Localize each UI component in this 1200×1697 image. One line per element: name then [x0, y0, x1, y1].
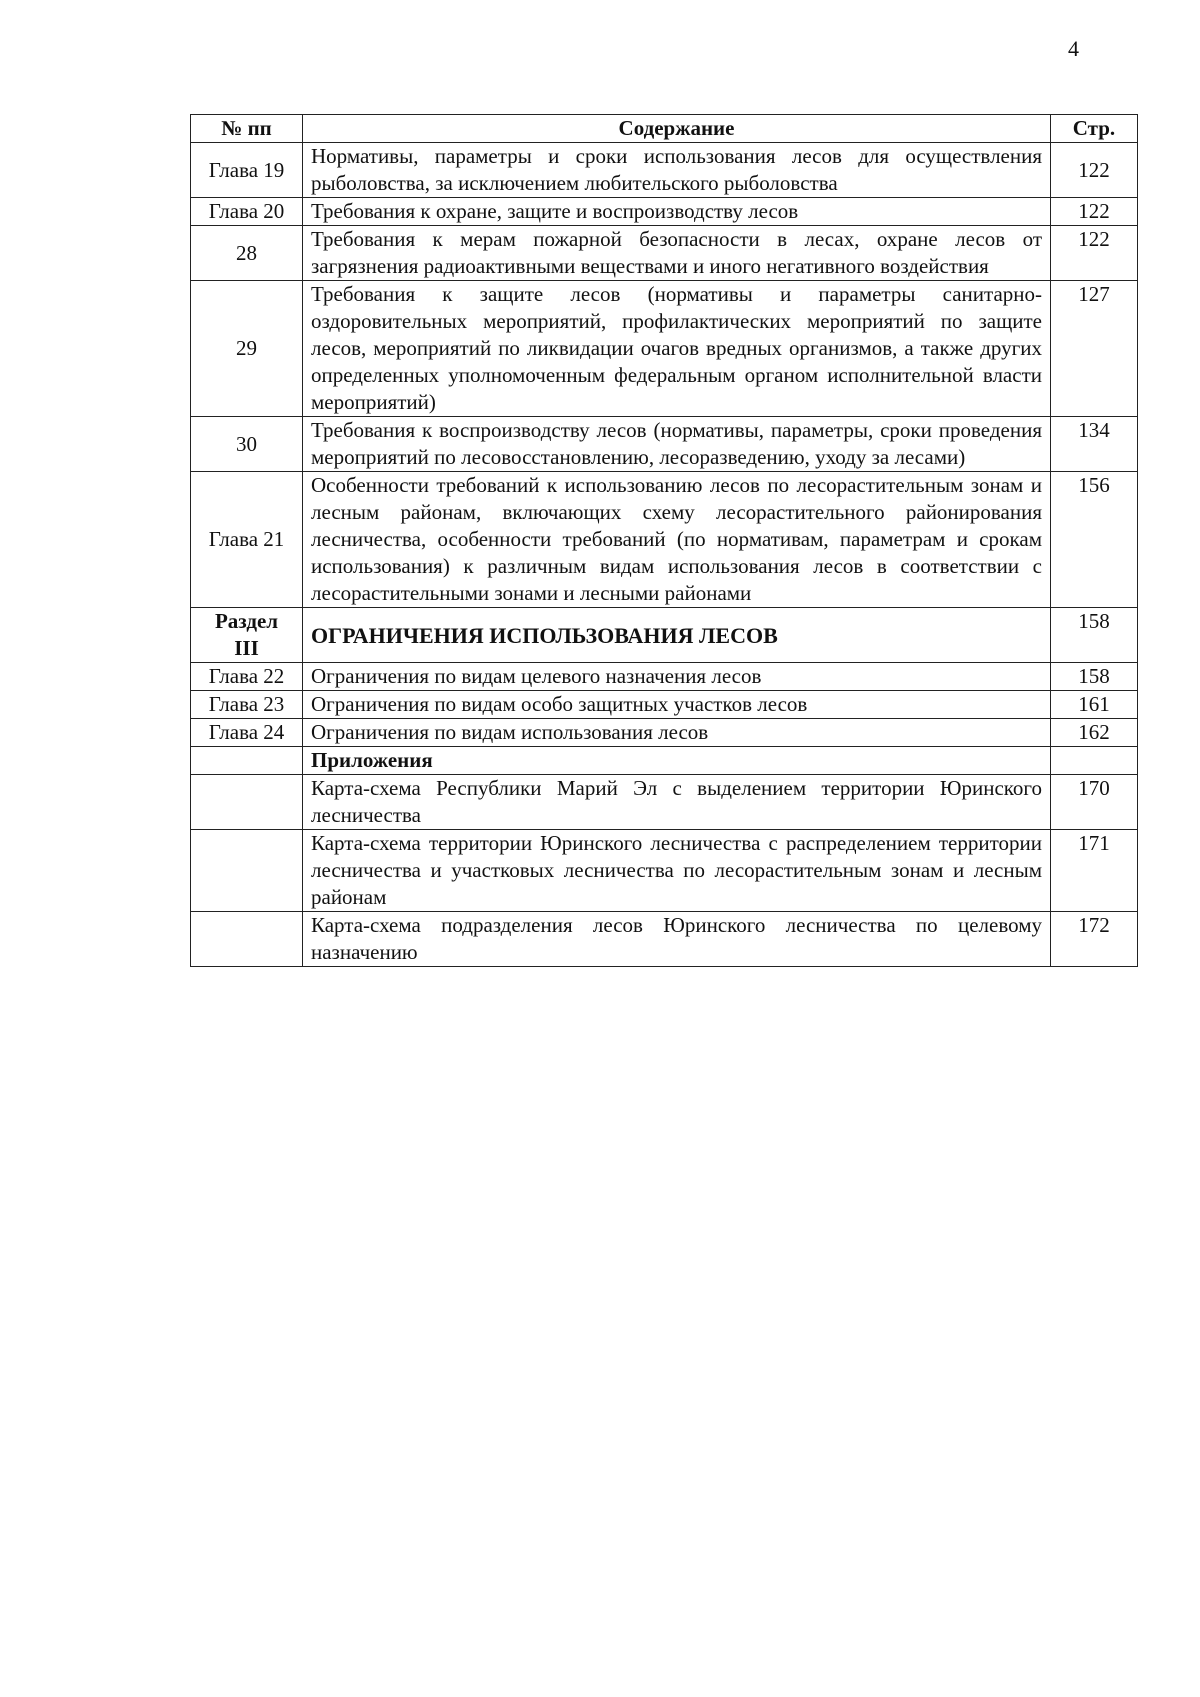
toc-row-number: 29 [191, 281, 303, 417]
toc-row-number: Глава 19 [191, 143, 303, 198]
toc-row-page: 161 [1051, 691, 1138, 719]
toc-row-content: Карта-схема подразделения лесов Юринского лесничества по целевому назначению [303, 912, 1051, 967]
toc-row-content: Карта-схема территории Юринского лесничества с распределением территории лесничества и участковых лесничества по лесорастительным зонам и лесным районам [303, 830, 1051, 912]
section-label: Раздел [214, 609, 279, 633]
toc-row-page: 122 [1051, 143, 1138, 198]
toc-row-number [191, 747, 303, 775]
toc-row-number: Глава 21 [191, 472, 303, 608]
toc-row [191, 663, 1138, 691]
toc-appendix-header-row [191, 747, 1138, 775]
toc-row-page: 171 [1051, 830, 1138, 912]
toc-section-number [191, 608, 303, 663]
toc-section-title: ОГРАНИЧЕНИЯ ИСПОЛЬЗОВАНИЯ ЛЕСОВ [303, 608, 1051, 663]
toc-row-content: Требования к мерам пожарной безопасности в лесах, охране лесов от загрязнения радиоактивными веществами и иного негативного воздействия [303, 226, 1051, 281]
column-header-number: № пп [191, 115, 303, 143]
toc-row-page: 156 [1051, 472, 1138, 608]
column-header-page: Стр. [1051, 115, 1138, 143]
toc-row [191, 198, 1138, 226]
toc-row-content: Нормативы, параметры и сроки использования лесов для осуществления рыболовства, за исключением любительского рыболовства [303, 143, 1051, 198]
toc-row-number [191, 830, 303, 912]
toc-row-page: 170 [1051, 775, 1138, 830]
toc-row [191, 472, 1138, 608]
page-number: 4 [1068, 36, 1079, 61]
toc-row-page: 134 [1051, 417, 1138, 472]
toc-appendix-title: Приложения [303, 747, 1051, 775]
toc-header-row [191, 115, 1138, 143]
column-header-content: Содержание [303, 115, 1051, 143]
toc-row-page: 127 [1051, 281, 1138, 417]
toc-row-page: 158 [1051, 608, 1138, 663]
toc-row-number: 28 [191, 226, 303, 281]
toc-row [191, 830, 1138, 912]
toc-row [191, 719, 1138, 747]
toc-row-content: Ограничения по видам целевого назначения лесов [303, 663, 1051, 691]
toc-row [191, 143, 1138, 198]
toc-row-number [191, 912, 303, 967]
toc-row-page: 172 [1051, 912, 1138, 967]
toc-row-content: Требования к воспроизводству лесов (нормативы, параметры, сроки проведения мероприятий по лесовосстановлению, лесоразведению, уходу за лесами) [303, 417, 1051, 472]
toc-row-content: Ограничения по видам использования лесов [303, 719, 1051, 747]
toc-row-number: Глава 23 [191, 691, 303, 719]
table-of-contents [190, 114, 1138, 967]
toc-row-number: Глава 20 [191, 198, 303, 226]
toc-section-row [191, 608, 1138, 663]
toc-row-number: Глава 22 [191, 663, 303, 691]
toc-row-page [1051, 747, 1138, 775]
toc-row [191, 281, 1138, 417]
toc-row-content: Требования к защите лесов (нормативы и параметры санитарно-оздоровительных мероприятий, профилактических мероприятий по защите лесов, мероприятий по ликвидации очагов вредных организмов, а также других определенных уполномоченным федеральным органом исполнительной власти мероприятий) [303, 281, 1051, 417]
toc-row-page: 158 [1051, 663, 1138, 691]
toc-row [191, 912, 1138, 967]
toc-row-number: Глава 24 [191, 719, 303, 747]
toc-row [191, 775, 1138, 830]
toc-row-page: 162 [1051, 719, 1138, 747]
toc-row [191, 691, 1138, 719]
toc-row-number: 30 [191, 417, 303, 472]
toc-row-content: Карта-схема Республики Марий Эл с выделением территории Юринского лесничества [303, 775, 1051, 830]
section-numeral: III [234, 636, 259, 660]
toc-row [191, 226, 1138, 281]
toc-row-page: 122 [1051, 226, 1138, 281]
toc-row-content: Ограничения по видам особо защитных участков лесов [303, 691, 1051, 719]
toc-row-page: 122 [1051, 198, 1138, 226]
toc-row [191, 417, 1138, 472]
toc-row-content: Требования к охране, защите и воспроизводству лесов [303, 198, 1051, 226]
toc-row-number [191, 775, 303, 830]
toc-row-content: Особенности требований к использованию лесов по лесорастительным зонам и лесным районам, включающих схему лесорастительного районирования лесничества, особенности требований (по нормативам, параметрам и срокам использования) к различным видам использования лесов в соответствии с лесорастительными зонами и лесными районами [303, 472, 1051, 608]
